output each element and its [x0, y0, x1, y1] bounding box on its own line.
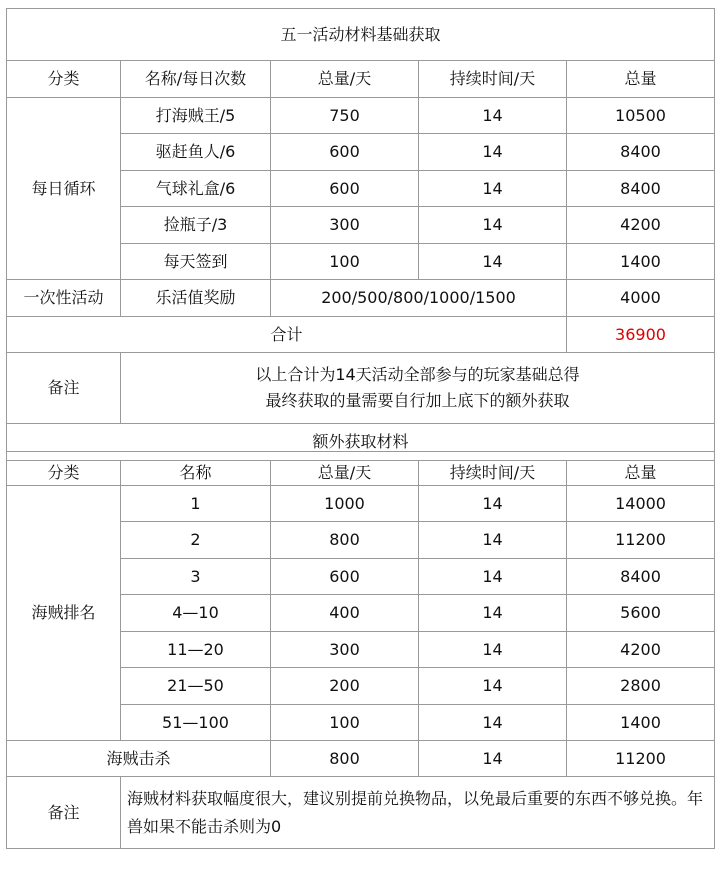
sum-row [7, 317, 715, 353]
remark-row [7, 777, 715, 849]
cell-per-day: 750 [271, 98, 419, 134]
cell-days: 14 [419, 559, 567, 595]
cell-total: 14000 [567, 486, 715, 522]
remark-label: 备注 [7, 777, 121, 849]
table-title: 五一活动材料基础获取 [7, 9, 715, 61]
cell-name: 捡瓶子/3 [121, 207, 271, 244]
cell-days: 14 [419, 632, 567, 668]
cell-days: 14 [419, 171, 567, 207]
cell-per-day: 300 [271, 207, 419, 244]
cell-per-day: 800 [271, 741, 419, 777]
cell-days: 14 [419, 486, 567, 522]
cell-name: 驱赶鱼人/6 [121, 134, 271, 171]
cell-total: 8400 [567, 134, 715, 171]
onetime-row [7, 280, 715, 317]
sum-value: 36900 [567, 317, 715, 353]
cell-per-day: 200 [271, 668, 419, 705]
remark-row [7, 353, 715, 424]
cell-total: 11200 [567, 741, 715, 777]
cell-days: 14 [419, 134, 567, 171]
table-row [7, 486, 715, 522]
category-onetime: 一次性活动 [7, 280, 121, 317]
cell-name: 1 [121, 486, 271, 522]
cell-total: 8400 [567, 559, 715, 595]
category-daily: 每日循环 [7, 98, 121, 280]
kill-row [7, 741, 715, 777]
cell-per-day: 600 [271, 559, 419, 595]
cell-per-day: 100 [271, 244, 419, 280]
cell-amount: 200/500/800/1000/1500 [271, 280, 567, 317]
header-name: 名称 [121, 461, 271, 486]
extra-materials-table [6, 423, 715, 849]
remark-line: 以上合计为14天活动全部参与的玩家基础总得 [255, 365, 580, 385]
cell-per-day: 400 [271, 595, 419, 632]
cell-name: 51—100 [121, 705, 271, 741]
cell-total: 4200 [567, 207, 715, 244]
header-total: 总量 [567, 461, 715, 486]
cell-days: 14 [419, 244, 567, 280]
cell-total: 11200 [567, 522, 715, 559]
header-days: 持续时间/天 [419, 461, 567, 486]
cell-days: 14 [419, 522, 567, 559]
cell-total: 1400 [567, 705, 715, 741]
cell-name: 2 [121, 522, 271, 559]
cell-name: 21—50 [121, 668, 271, 705]
header-row [7, 61, 715, 98]
cell-per-day: 1000 [271, 486, 419, 522]
cell-name: 乐活值奖励 [121, 280, 271, 317]
remark-text: 海贼材料获取幅度很大，建议别提前兑换物品，以免最后重要的东西不够兑换。年兽如果不能击杀则为0 [121, 777, 715, 849]
cell-total: 4200 [567, 632, 715, 668]
header-name: 名称/每日次数 [121, 61, 271, 98]
kill-label: 海贼击杀 [7, 741, 271, 777]
header-days: 持续时间/天 [419, 61, 567, 98]
header-row [7, 461, 715, 486]
sum-label: 合计 [7, 317, 567, 353]
cell-days: 14 [419, 741, 567, 777]
table-title: 额外获取材料 [7, 424, 715, 461]
cell-per-day: 600 [271, 171, 419, 207]
cell-days: 14 [419, 207, 567, 244]
cell-per-day: 600 [271, 134, 419, 171]
cell-total: 10500 [567, 98, 715, 134]
cell-per-day: 800 [271, 522, 419, 559]
cell-days: 14 [419, 98, 567, 134]
remark-text [121, 353, 715, 424]
header-total: 总量 [567, 61, 715, 98]
table-row [7, 98, 715, 134]
cell-days: 14 [419, 705, 567, 741]
cell-per-day: 100 [271, 705, 419, 741]
cell-name: 3 [121, 559, 271, 595]
cell-total: 5600 [567, 595, 715, 632]
cell-total: 8400 [567, 171, 715, 207]
cell-days: 14 [419, 595, 567, 632]
header-category: 分类 [7, 61, 121, 98]
cell-days: 14 [419, 668, 567, 705]
cell-total: 1400 [567, 244, 715, 280]
cell-total: 4000 [567, 280, 715, 317]
cell-name: 每天签到 [121, 244, 271, 280]
remark-line: 最终获取的量需要自行加上底下的额外获取 [265, 391, 570, 410]
cell-name: 11—20 [121, 632, 271, 668]
basic-materials-table [6, 8, 715, 452]
header-per-day: 总量/天 [271, 461, 419, 486]
cell-name: 4—10 [121, 595, 271, 632]
cell-total: 2800 [567, 668, 715, 705]
header-per-day: 总量/天 [271, 61, 419, 98]
cell-per-day: 300 [271, 632, 419, 668]
cell-name: 气球礼盒/6 [121, 171, 271, 207]
header-category: 分类 [7, 461, 121, 486]
remark-label: 备注 [7, 353, 121, 424]
cell-name: 打海贼王/5 [121, 98, 271, 134]
category-rank: 海贼排名 [7, 486, 121, 741]
